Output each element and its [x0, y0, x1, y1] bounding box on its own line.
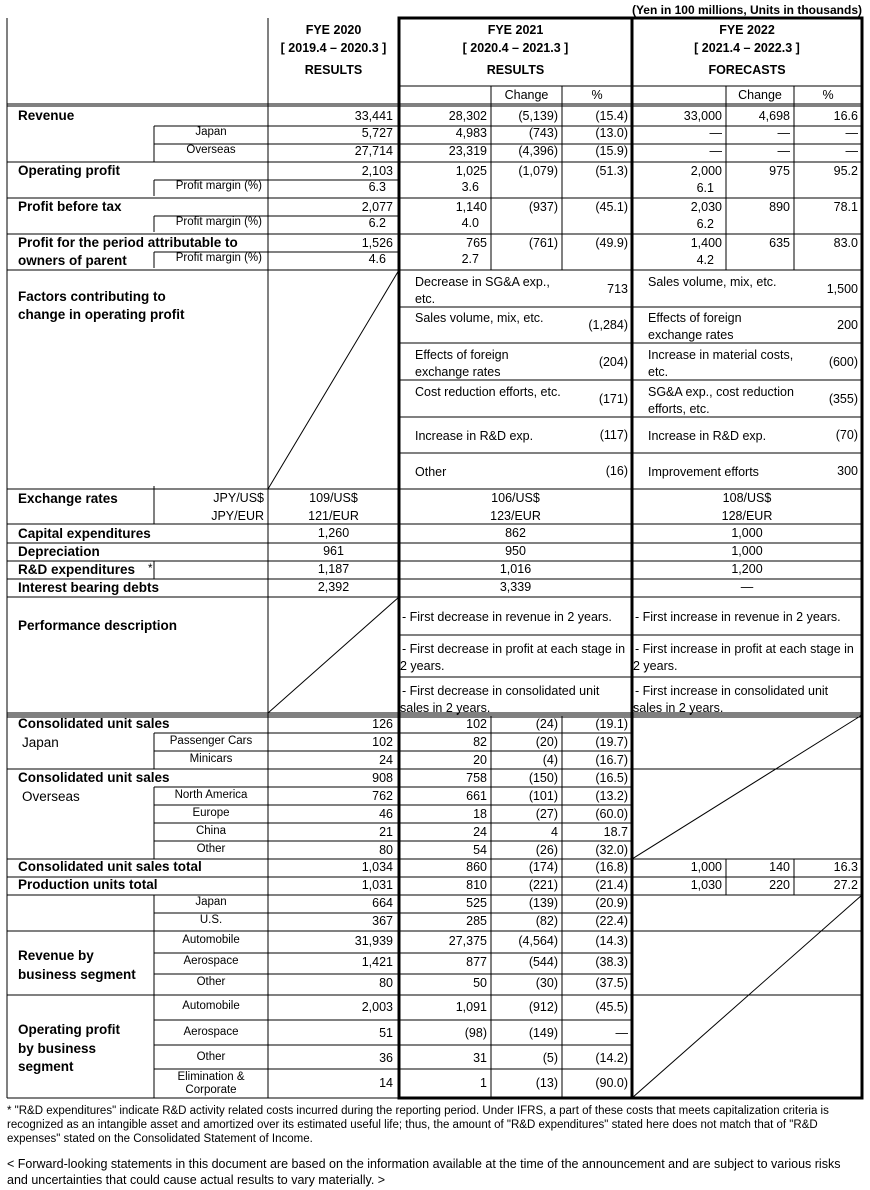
- factor-value: (16): [605, 464, 628, 478]
- factor-value: (204): [598, 354, 628, 369]
- value-cell: —: [845, 144, 858, 158]
- value-cell: (16.5): [595, 771, 628, 785]
- row-label: Revenue: [18, 108, 75, 123]
- value-cell: (139): [528, 896, 558, 910]
- sub-label: Minicars: [189, 753, 233, 765]
- region-label: Japan: [22, 735, 59, 750]
- value-cell: 1,187: [317, 562, 350, 576]
- value-cell: 102: [466, 717, 487, 731]
- value-cell: 1,526: [361, 236, 393, 250]
- factor-text: Improvement efforts: [648, 465, 759, 479]
- margin-value: 4.2: [696, 253, 714, 267]
- row-label: Performance description: [18, 618, 178, 633]
- value-cell: 121/EUR: [308, 509, 359, 523]
- value-cell: (14.3): [595, 934, 628, 948]
- column-period: [ 2021.4 – 2022.3 ]: [694, 41, 800, 55]
- value-cell: 635: [769, 236, 790, 250]
- value-cell: (45.5): [595, 1000, 628, 1014]
- column-type: FORECASTS: [708, 63, 786, 77]
- factor-text: Sales volume, mix, etc.: [648, 274, 777, 289]
- sub-label: Other: [196, 843, 226, 855]
- value-cell: —: [615, 1026, 628, 1040]
- value-cell: 908: [372, 771, 393, 785]
- value-cell: —: [777, 126, 790, 140]
- value-cell: (20.9): [595, 896, 628, 910]
- value-cell: 975: [769, 164, 790, 178]
- value-cell: 2,030: [690, 200, 722, 214]
- footnote-mark: *: [148, 563, 153, 575]
- value-cell: 27,714: [354, 144, 393, 158]
- row-label: Interest bearing debts: [18, 580, 160, 595]
- value-cell: 23,319: [448, 144, 487, 158]
- change-header: Change: [738, 88, 782, 102]
- factor-value: (600): [828, 354, 858, 369]
- value-cell: 2,392: [317, 580, 350, 594]
- value-cell: (4,396): [518, 144, 558, 158]
- disclaimer: < Forward-looking statements in this document are based on the information available at the time of the announcement and are subject to various risks and uncertainties that could cause actual results to vary materially. >: [7, 1157, 841, 1187]
- value-cell: (4): [542, 753, 558, 767]
- sub-label: Overseas: [186, 144, 236, 156]
- value-cell: 862: [505, 526, 526, 540]
- value-cell: —: [740, 580, 754, 594]
- column-period: [ 2019.4 – 2020.3 ]: [280, 41, 387, 55]
- value-cell: (51.3): [595, 164, 628, 178]
- sub-label: JPY/US$: [213, 491, 264, 505]
- value-cell: 14: [379, 1076, 393, 1090]
- value-cell: 1,200: [731, 562, 763, 576]
- value-cell: 664: [372, 896, 393, 910]
- column-type: RESULTS: [304, 63, 363, 77]
- unit-note: (Yen in 100 millions, Units in thousands): [631, 3, 862, 17]
- performance-text: - First decrease in profit at each stage in 2 years.: [400, 642, 626, 673]
- value-cell: —: [845, 126, 858, 140]
- value-cell: 3,339: [499, 580, 532, 594]
- sub-label: Europe: [192, 807, 230, 819]
- value-cell: 860: [466, 860, 487, 874]
- value-cell: 1,000: [731, 544, 763, 558]
- value-cell: 367: [372, 914, 393, 928]
- column-year: FYE 2022: [719, 23, 775, 37]
- value-cell: 1,031: [361, 878, 393, 892]
- sub-label: JPY/EUR: [211, 509, 264, 523]
- value-cell: —: [709, 126, 722, 140]
- value-cell: 46: [379, 807, 393, 821]
- value-cell: (21.4): [595, 878, 628, 892]
- sub-label: North America: [174, 789, 248, 801]
- sub-label: Aerospace: [183, 1026, 239, 1038]
- value-cell: (15.9): [595, 144, 628, 158]
- value-cell: 4: [551, 825, 558, 839]
- performance-text: - First decrease in revenue in 2 years.: [402, 610, 612, 624]
- value-cell: 50: [473, 976, 487, 990]
- pct-header: %: [591, 88, 603, 102]
- sub-label: Passenger Cars: [169, 735, 253, 747]
- value-cell: (60.0): [595, 807, 628, 821]
- value-cell: —: [777, 144, 790, 158]
- value-cell: (32.0): [595, 843, 628, 857]
- value-cell: (27): [535, 807, 558, 821]
- value-cell: 285: [466, 914, 487, 928]
- margin-value: 2.7: [461, 252, 479, 266]
- value-cell: 5,727: [361, 126, 393, 140]
- region-label: Overseas: [22, 789, 80, 804]
- factor-value: (355): [828, 391, 858, 406]
- na-diagonal: [632, 895, 862, 1098]
- value-cell: 2,003: [361, 1000, 393, 1014]
- factor-text: Increase in material costs, etc.: [648, 347, 794, 379]
- value-cell: 27,375: [448, 934, 487, 948]
- factor-text: Other: [415, 465, 447, 479]
- value-cell: (38.3): [595, 955, 628, 969]
- value-cell: 1,260: [317, 526, 350, 540]
- column-year: FYE 2021: [487, 23, 544, 37]
- performance-text: - First decrease in consolidated unit sales in 2 years.: [400, 684, 600, 715]
- value-cell: 1,016: [499, 562, 532, 576]
- factor-text: Effects of foreign exchange rates: [415, 347, 509, 379]
- row-label: Revenue by business segment: [18, 948, 136, 982]
- factor-text: Increase in R&D exp.: [415, 429, 534, 443]
- value-cell: (15.4): [595, 109, 628, 123]
- value-cell: 78.1: [833, 200, 858, 214]
- value-cell: 54: [473, 843, 487, 857]
- margin-label: Profit margin (%): [175, 252, 262, 264]
- value-cell: (221): [528, 878, 558, 892]
- value-cell: 1,091: [455, 1000, 487, 1014]
- value-cell: 36: [379, 1051, 393, 1065]
- value-cell: 1: [480, 1076, 487, 1090]
- value-cell: 51: [379, 1026, 393, 1040]
- factor-value: 300: [837, 464, 858, 478]
- value-cell: 762: [372, 789, 393, 803]
- value-cell: (912): [528, 1000, 558, 1014]
- value-cell: 950: [505, 544, 526, 558]
- value-cell: (13): [535, 1076, 558, 1090]
- value-cell: 108/US$: [722, 491, 772, 505]
- value-cell: (5,139): [518, 109, 558, 123]
- value-cell: (174): [528, 860, 558, 874]
- row-label: Operating profit by business segment: [18, 1022, 120, 1074]
- value-cell: (20): [535, 735, 558, 749]
- value-cell: 20: [473, 753, 487, 767]
- value-cell: (90.0): [595, 1076, 628, 1090]
- value-cell: (37.5): [595, 976, 628, 990]
- value-cell: 1,034: [361, 860, 393, 874]
- value-cell: 890: [769, 200, 790, 214]
- value-cell: 877: [466, 955, 487, 969]
- factor-text: Decrease in SG&A exp., etc.: [415, 274, 550, 306]
- value-cell: 220: [769, 878, 790, 892]
- value-cell: 126: [372, 717, 393, 731]
- margin-value: 6.3: [368, 180, 386, 194]
- margin-label: Profit margin (%): [175, 216, 262, 228]
- factor-value: 200: [837, 318, 858, 332]
- column-year: FYE 2020: [305, 23, 362, 37]
- value-cell: (98): [464, 1026, 487, 1040]
- value-cell: 1,000: [690, 860, 722, 874]
- row-label: Profit before tax: [18, 199, 122, 214]
- performance-text: - First increase in consolidated unit sales in 2 years.: [633, 684, 829, 715]
- value-cell: 765: [466, 236, 487, 250]
- value-cell: 18: [473, 807, 487, 821]
- value-cell: 31,939: [354, 934, 393, 948]
- value-cell: 128/EUR: [721, 509, 773, 523]
- value-cell: (45.1): [595, 200, 628, 214]
- row-label: Factors contributing to change in operating profit: [18, 289, 185, 322]
- value-cell: 106/US$: [491, 491, 540, 505]
- value-cell: (22.4): [595, 914, 628, 928]
- sub-label: Japan: [195, 126, 227, 138]
- value-cell: 961: [323, 544, 344, 558]
- value-cell: 810: [466, 878, 487, 892]
- value-cell: (149): [528, 1026, 558, 1040]
- margin-value: 6.2: [696, 217, 714, 231]
- row-label: Depreciation: [18, 544, 100, 559]
- factor-text: Sales volume, mix, etc.: [415, 311, 544, 325]
- factor-value: 713: [607, 281, 628, 296]
- value-cell: (30): [535, 976, 558, 990]
- value-cell: 2,077: [361, 200, 393, 214]
- value-cell: 27.2: [833, 878, 858, 892]
- value-cell: 21: [379, 825, 393, 839]
- column-frame: [632, 18, 862, 1098]
- value-cell: (82): [535, 914, 558, 928]
- value-cell: 758: [466, 771, 487, 785]
- value-cell: (761): [528, 236, 558, 250]
- value-cell: 95.2: [833, 164, 858, 178]
- value-cell: 1,000: [731, 526, 763, 540]
- value-cell: 82: [473, 735, 487, 749]
- value-cell: (13.2): [595, 789, 628, 803]
- row-label: R&D expenditures: [18, 562, 136, 577]
- value-cell: 33,441: [354, 109, 393, 123]
- value-cell: (1,079): [518, 164, 558, 178]
- row-label: Consolidated unit sales: [18, 716, 170, 731]
- sub-label: Automobile: [182, 934, 240, 946]
- na-diagonal: [268, 597, 399, 713]
- value-cell: 4,698: [758, 109, 790, 123]
- value-cell: 1,030: [690, 878, 722, 892]
- factor-text: SG&A exp., cost reduction efforts, etc.: [648, 384, 794, 416]
- value-cell: 24: [473, 825, 487, 839]
- sub-label: U.S.: [199, 914, 223, 926]
- value-cell: (743): [528, 126, 558, 140]
- value-cell: 31: [473, 1051, 487, 1065]
- value-cell: 140: [769, 860, 790, 874]
- value-cell: (937): [528, 200, 558, 214]
- value-cell: 123/EUR: [490, 509, 541, 523]
- value-cell: 102: [372, 735, 393, 749]
- sub-label: Japan: [195, 896, 227, 908]
- row-label: Capital expenditures: [18, 526, 151, 541]
- value-cell: 24: [379, 753, 393, 767]
- margin-value: 6.1: [696, 181, 714, 195]
- value-cell: (16.7): [595, 753, 628, 767]
- factor-value: (171): [598, 391, 628, 406]
- na-diagonal: [268, 270, 399, 489]
- performance-text: - First increase in revenue in 2 years.: [635, 610, 841, 624]
- footnote: * "R&D expenditures" indicate R&D activity related costs incurred during the reporting period. Under IFRS, a part of these costs that meets capitalization criteria is recognized as an intangible asset and amortized over its estimated useful life; thus, the amount of "R&D expenditures" stated here does not match that of "R&D expenses" stated on the Consolidated Statement of Income.: [7, 1105, 829, 1145]
- performance-text: - First increase in profit at each stage in 2 years.: [633, 642, 854, 673]
- value-cell: 80: [379, 843, 393, 857]
- margin-value: 4.6: [368, 252, 386, 266]
- value-cell: (14.2): [595, 1051, 628, 1065]
- factor-value: (70): [835, 428, 858, 442]
- value-cell: (19.1): [595, 717, 628, 731]
- value-cell: 80: [379, 976, 393, 990]
- value-cell: (26): [535, 843, 558, 857]
- value-cell: (24): [535, 717, 558, 731]
- sub-label: Other: [196, 976, 226, 988]
- factor-text: Effects of foreign exchange rates: [648, 311, 742, 342]
- value-cell: (49.9): [595, 236, 628, 250]
- value-cell: 16.6: [833, 109, 858, 123]
- row-label: Exchange rates: [18, 491, 118, 506]
- sub-label: Automobile: [182, 1000, 240, 1012]
- value-cell: 109/US$: [309, 491, 358, 505]
- margin-value: 4.0: [461, 216, 479, 230]
- value-cell: 16.3: [833, 860, 858, 874]
- factor-value: (1,284): [588, 318, 628, 332]
- margin-label: Profit margin (%): [175, 180, 262, 192]
- value-cell: 28,302: [448, 109, 487, 123]
- value-cell: 1,140: [455, 200, 487, 214]
- value-cell: 83.0: [833, 236, 858, 250]
- value-cell: (150): [528, 771, 558, 785]
- row-label: Consolidated unit sales: [18, 770, 170, 785]
- value-cell: 18.7: [603, 825, 628, 839]
- sub-label: Aerospace: [183, 955, 239, 967]
- factor-text: Increase in R&D exp.: [648, 429, 767, 443]
- factor-value: (117): [599, 428, 628, 442]
- factor-value: 1,500: [826, 281, 858, 296]
- value-cell: 1,025: [455, 164, 487, 178]
- sub-label: China: [195, 825, 227, 837]
- value-cell: (101): [528, 789, 558, 803]
- pct-header: %: [822, 88, 834, 102]
- value-cell: 2,103: [361, 164, 393, 178]
- value-cell: (16.8): [595, 860, 628, 874]
- row-label: owners of parent: [18, 253, 127, 268]
- factor-text: Cost reduction efforts, etc.: [415, 384, 561, 399]
- value-cell: 1,421: [361, 955, 393, 969]
- margin-value: 3.6: [461, 180, 479, 194]
- row-label: Profit for the period attributable to: [18, 235, 238, 250]
- sub-label: Elimination & Corporate: [177, 1071, 245, 1096]
- row-label: Consolidated unit sales total: [18, 859, 202, 874]
- column-period: [ 2020.4 – 2021.3 ]: [462, 41, 569, 55]
- margin-value: 6.2: [368, 216, 386, 230]
- value-cell: 33,000: [683, 109, 722, 123]
- value-cell: (19.7): [595, 735, 628, 749]
- value-cell: 1,400: [690, 236, 722, 250]
- row-label: Operating profit: [18, 163, 120, 178]
- row-label: Production units total: [18, 877, 158, 892]
- value-cell: 2,000: [690, 164, 722, 178]
- na-diagonal: [632, 715, 862, 859]
- value-cell: 4,983: [455, 126, 487, 140]
- change-header: Change: [504, 88, 549, 102]
- value-cell: (5): [542, 1051, 558, 1065]
- value-cell: 525: [466, 896, 487, 910]
- value-cell: (13.0): [595, 126, 628, 140]
- value-cell: (544): [528, 955, 558, 969]
- column-type: RESULTS: [486, 63, 545, 77]
- sub-label: Other: [196, 1051, 226, 1063]
- value-cell: —: [709, 144, 722, 158]
- value-cell: (4,564): [518, 934, 558, 948]
- value-cell: 661: [466, 789, 487, 803]
